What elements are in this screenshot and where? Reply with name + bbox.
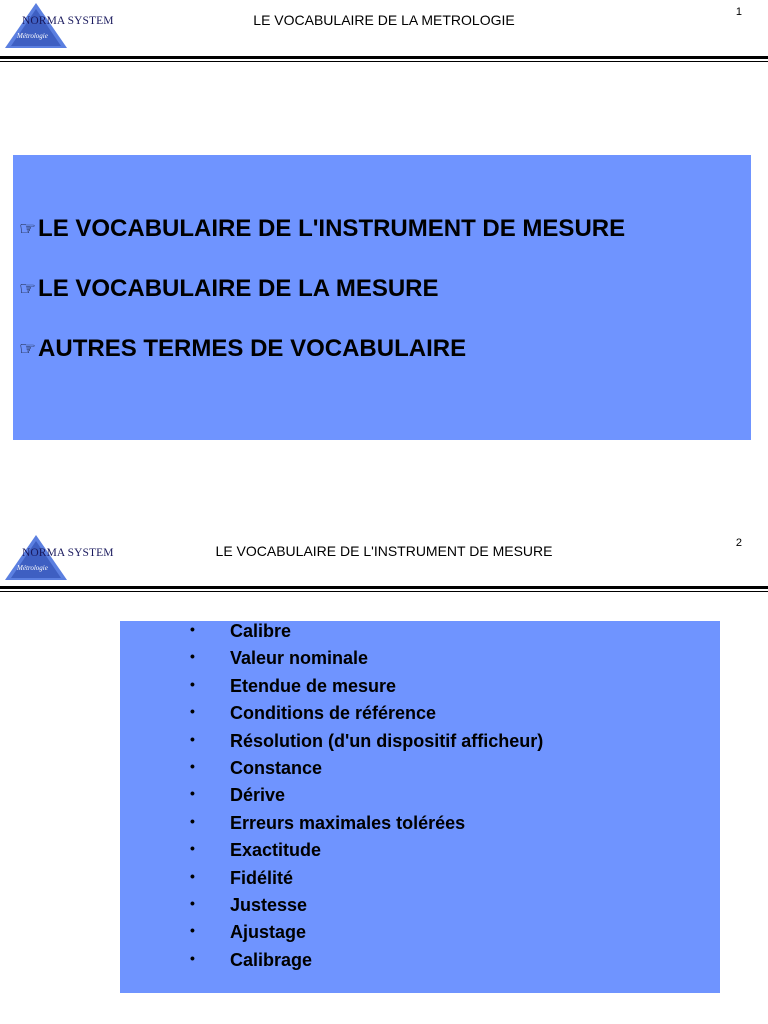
term-label: Valeur nominale: [230, 648, 369, 669]
slide-2: [0, 512, 768, 1024]
logo-subtitle: Métrologie: [17, 32, 48, 40]
logo-brand: NORMA SYSTEM: [22, 15, 114, 27]
term-label: Calibrage: [230, 949, 313, 970]
term-item: [120, 895, 680, 921]
term-item: [120, 703, 680, 729]
pointing-hand-icon: ☞: [19, 338, 37, 360]
header-rule: [0, 586, 768, 589]
bullet-icon: •: [190, 895, 195, 911]
term-item: [120, 813, 680, 839]
term-item: [120, 731, 680, 757]
term-label: Justesse: [230, 895, 308, 915]
bullet-icon: •: [190, 703, 195, 720]
term-label: Constance: [230, 758, 323, 778]
bullet-icon: •: [190, 867, 195, 884]
slide-title: LE VOCABULAIRE DE L'INSTRUMENT DE MESURE: [215, 543, 553, 559]
summary-item-label: LE VOCABULAIRE DE LA MESURE: [38, 275, 439, 302]
term-item: [120, 868, 680, 894]
bullet-icon: •: [190, 648, 195, 665]
slide-title: LE VOCABULAIRE DE LA METROLOGIE: [253, 12, 515, 28]
term-label: Résolution (d'un dispositif afficheur): [230, 730, 544, 751]
bullet-icon: •: [190, 922, 195, 939]
page-number: 2: [735, 537, 742, 549]
bullet-icon: •: [190, 785, 195, 802]
page-number: 1: [735, 6, 742, 18]
header-rule: [0, 56, 768, 59]
header-rule-thin: [0, 61, 768, 62]
term-label: Ajustage: [230, 922, 307, 943]
terms-box: [120, 621, 720, 993]
term-item: [120, 758, 680, 784]
summary-box: [13, 155, 751, 440]
pointing-hand-icon: ☞: [19, 218, 37, 240]
term-label: Exactitude: [230, 840, 322, 861]
pointing-hand-icon: ☞: [19, 278, 37, 300]
term-label: Conditions de référence: [230, 703, 437, 724]
term-label: Etendue de mesure: [230, 675, 397, 696]
term-item: [120, 785, 680, 811]
summary-item: [19, 275, 439, 303]
summary-item-label: LE VOCABULAIRE DE L'INSTRUMENT DE MESURE: [38, 215, 626, 242]
term-label: Fidélité: [230, 867, 294, 888]
bullet-icon: •: [190, 621, 195, 637]
term-label: Erreurs maximales tolérées: [230, 812, 466, 833]
bullet-icon: •: [190, 812, 195, 829]
header-rule-thin: [0, 591, 768, 592]
term-item: [120, 922, 680, 948]
term-label: Calibre: [230, 621, 292, 641]
bullet-icon: •: [190, 730, 195, 747]
logo-subtitle: Métrologie: [17, 564, 48, 572]
summary-item-label: AUTRES TERMES DE VOCABULAIRE: [38, 335, 467, 362]
term-item: [120, 648, 680, 674]
bullet-icon: •: [190, 675, 195, 692]
summary-item: [19, 215, 625, 243]
term-item: [120, 950, 680, 976]
bullet-icon: •: [190, 758, 195, 774]
bullet-icon: •: [190, 840, 195, 857]
term-item: [120, 621, 680, 647]
logo-brand: NORMA SYSTEM: [22, 547, 114, 559]
term-item: [120, 676, 680, 702]
term-item: [120, 840, 680, 866]
term-label: Dérive: [230, 785, 286, 806]
bullet-icon: •: [190, 949, 195, 966]
summary-item: [19, 335, 466, 363]
